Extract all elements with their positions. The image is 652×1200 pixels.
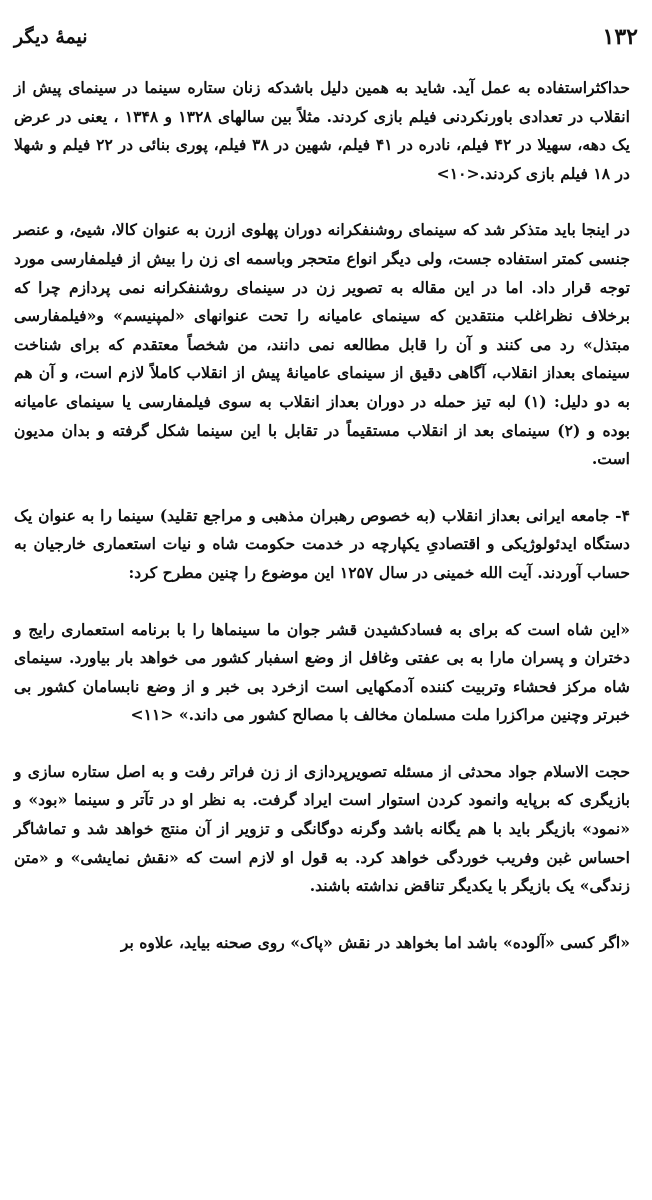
paragraph-mohaddesi: حجت الاسلام جواد محدثی از مسئله تصویرپردازی از زن فراتر رفت و به اصل ستاره سازی و بازیگری که برپایه وانمود کردن استوار است ایراد گرفت. به نظر او در تآتر و سینما «بود» و «نمود» بازیگر باید با هم یگانه باشد وگرنه دوگانگی و تزویر از آن منتج خواهد شد و تماشاگر احساس غبن وفریب خوردگی خواهد کرد. به قول او لازم است که «نقش نمایشی» و «متن زندگی» یک بازیگر با یکدیگر تناقض نداشته باشند. <box>14 761 630 896</box>
paragraph-star-actresses: حداکثراستفاده به عمل آید. شاید به همین دلیل باشدکه زنان ستاره سینما در سینمای پیش از انقلاب در تعدادی باورنکردنی فیلم بازی کردند. مثلاً بین سالهای ۱۳۲۸ و ۱۳۴۸ ، یعنی در عرض یک دهه، سهیلا در ۴۲ فیلم، نادره در ۴۱ فیلم، شهین در ۳۸ فیلم، پوری بنائی در ۲۲ فیلم و شهلا در ۱۸ فیلم بازی کردند.<۱۰> <box>14 78 631 183</box>
paragraph-intellectual-cinema: در اینجا باید متذکر شد که سینمای روشنفکرانه دوران پهلوی ازرن به عنوان کالا، شیئ، و عنصر جنسی کمتر استفاده جست، ولی دیگر انواع متحجر وباسمه ای زن را بیش از فیلمفارسی مورد توجه قرار داد. اما در این مقاله به تصویر زن در سینمای روشنفکرانه نمی پردازم چرا که برخلاف نظراغلب منتقدین که سینمای عامیانه را تحت عنوانهای «لمپنیسم» و«فیلمفارسی مبتذل» رد می کنند و آن را قابل مطالعه نمی دانند، من شخصاً معتقدم که برای شناخت سینمای بعداز انقلاب، آگاهی دقیق از سینمای عامیانهٔ پیش از انقلاب کاملاً لازم است، و آن هم به دو دلیل: (۱) لبه تیز حمله در دوران بعداز انقلاب به سوی فیلمفارسی یا سینمای عامیانه بوده و (۲) سینمای بعد از انقلاب مستقیماً در تقابل با این سینما شکل گرفته و بدان مدیون است. <box>14 220 630 469</box>
body-text <box>14 74 630 957</box>
running-title: نیمهٔ دیگر <box>14 26 88 48</box>
page-header <box>14 22 638 52</box>
quote-continued: «اگر کسی «آلوده» باشد اما بخواهد در نقش «پاک» روی صحنه بیاید، علاوه بر <box>120 932 630 952</box>
page-number: ۱۳۲ <box>602 24 638 50</box>
quote-khomeini: «این شاه است که برای به فسادکشیدن قشر جوان ما سینماها را با برنامه استعماری رایج و دختران و پسران مارا به بی عفتی وغافل از وضع اسفبار کشور می خواهد بار بیاورد. سینمای شاه مرکز فحشاء وتربیت کننده آدمکهایی است ازخرد بی خبر و از وضع نابسامان کشور بی خبرتر وچنین مراکزرا ملت مسلمان مخالف با مصالح کشور می داند.» <۱۱> <box>14 619 630 725</box>
paragraph-post-revolution-society: ۴- جامعه ایرانی بعداز انقلاب (به خصوص رهبران مذهبی و مراجع تقلید) سینما را به عنوان یک دستگاه ایدئولوژیکی و اقتصادیِ یکپارچه در خدمت حکومت شاه و نیات استعماری خارجیان به حساب آوردند. آیت الله خمینی در سال ۱۲۵۷ این موضوع را چنین مطرح کرد: <box>14 505 630 582</box>
